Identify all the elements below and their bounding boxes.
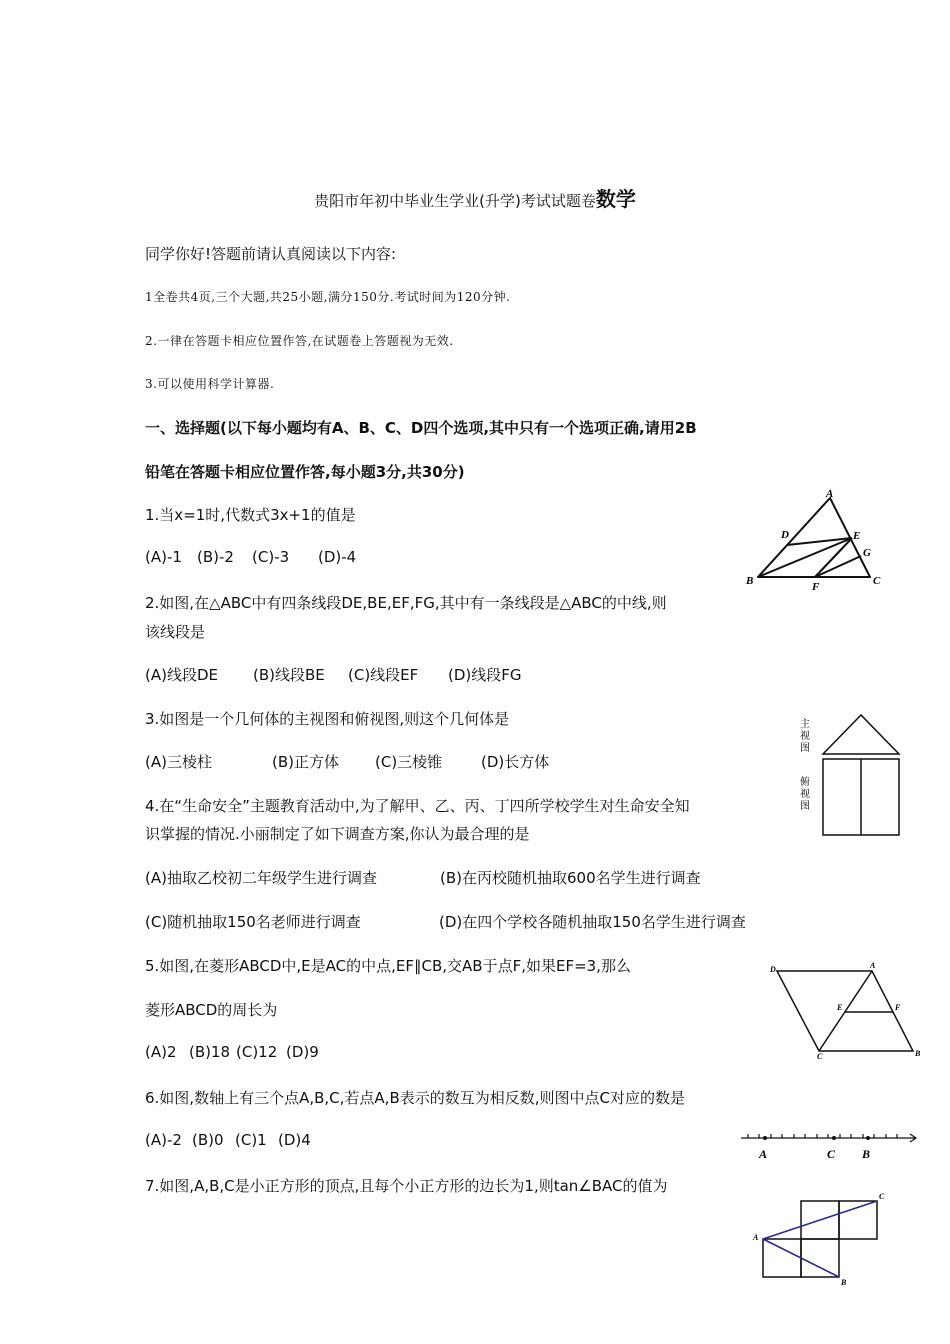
note-1: 1全卷共4页,三个大题,共25小题,满分150分.考试时间为120分钟.: [145, 290, 511, 304]
label-a: A: [870, 961, 876, 970]
question-2-stem-line1: 2.如图,在△ABC中有四条线段DE,BE,EF,FG,其中有一条线段是△ABC的中线,则: [145, 594, 667, 612]
question-1-option-a: (A)-1: [145, 548, 182, 566]
question-5-option-b: (B)18: [189, 1043, 231, 1061]
label-a: A: [753, 1233, 759, 1242]
label-a: A: [759, 1147, 768, 1161]
question-5-option-d: (D)9: [286, 1043, 319, 1061]
front-view-triangle: [823, 715, 899, 754]
label-a: A: [826, 488, 834, 500]
label-b: B: [841, 1278, 847, 1287]
question-4-stem-line2: 识掌握的情况.小丽制定了如下调查方案,你认为最合理的是: [145, 825, 530, 843]
label-b: B: [915, 1049, 921, 1058]
question-4-option-b: (B)在丙校随机抽取600名学生进行调查: [440, 869, 701, 887]
question-3-option-d: (D)长方体: [481, 753, 550, 771]
question-3-stem: 3.如图是一个几何体的主视图和俯视图,则这个几何体是: [145, 710, 510, 728]
question-6-option-b: (B)0: [192, 1131, 224, 1149]
label-e: E: [853, 530, 861, 542]
figure-q5-rhombus: [765, 958, 925, 1063]
page-title: 贵阳市年初中毕业生学业(升学)考试试题卷数学: [314, 187, 636, 211]
question-1-option-d: (D)-4: [318, 548, 357, 566]
note-2: 2.一律在答题卡相应位置作答,在试题卷上答题视为无效.: [145, 334, 454, 348]
question-6-option-d: (D)4: [278, 1131, 311, 1149]
top-label-3: 图: [800, 801, 810, 812]
segment-fg: [815, 556, 861, 577]
question-2-option-a: (A)线段DE: [145, 666, 218, 684]
section-heading-line2: 铅笔在答题卡相应位置作答,每小题3分,共30分): [145, 463, 465, 481]
label-d: D: [770, 965, 776, 974]
question-3-option-b: (B)正方体: [272, 753, 339, 771]
figure-q3-views: [795, 710, 905, 840]
question-4-option-c: (C)随机抽取150名老师进行调查: [145, 913, 361, 931]
label-d: D: [781, 529, 789, 541]
label-f: F: [895, 1003, 901, 1012]
point-b: [866, 1136, 870, 1140]
question-2-option-b: (B)线段BE: [253, 666, 325, 684]
top-label-1: 俯: [800, 777, 810, 788]
figure-q6-number-line: [738, 1128, 923, 1164]
question-4-option-d: (D)在四个学校各随机抽取150名学生进行调查: [439, 913, 746, 931]
question-2-stem-line2: 该线段是: [145, 623, 206, 641]
question-4-option-a: (A)抽取乙校初二年级学生进行调查: [145, 869, 377, 887]
label-c: C: [879, 1192, 885, 1201]
label-c: C: [873, 575, 881, 587]
question-6-option-c: (C)1: [235, 1131, 267, 1149]
label-c: C: [827, 1147, 836, 1161]
segment-ef: [815, 538, 852, 577]
diagonal-ac: [819, 971, 872, 1051]
front-label-1: 主: [800, 719, 810, 730]
label-c: C: [817, 1052, 823, 1061]
point-c: [832, 1136, 836, 1140]
question-3-option-c: (C)三棱锥: [375, 753, 443, 771]
label-b: B: [862, 1147, 871, 1161]
question-4-stem-line1: 4.在“生命安全”主题教育活动中,为了解甲、乙、丙、丁四所学校学生对生命安全知: [145, 797, 690, 815]
question-5-stem-line1: 5.如图,在菱形ABCD中,E是AC的中点,EF∥CB,交AB于点F,如果EF=3,那么: [145, 957, 631, 975]
figure-q2-triangle: [740, 486, 890, 596]
label-f: F: [812, 581, 820, 593]
front-label-2: 视: [800, 731, 810, 742]
subject-title: 数学: [595, 187, 636, 211]
question-1-option-c: (C)-3: [252, 548, 290, 566]
label-e: E: [837, 1003, 843, 1012]
question-3-option-a: (A)三棱柱: [145, 753, 212, 771]
figure-q7-grid: [750, 1188, 900, 1288]
point-a: [763, 1136, 767, 1140]
question-2-option-d: (D)线段FG: [448, 666, 522, 684]
question-7-stem: 7.如图,A,B,C是小正方形的顶点,且每个小正方形的边长为1,则tan∠BAC的值为: [145, 1177, 668, 1195]
question-1-stem: 1.当x=1时,代数式3x+1的值是: [145, 506, 356, 524]
note-3: 3.可以使用科学计算器.: [145, 377, 275, 391]
question-6-stem: 6.如图,数轴上有三个点A,B,C,若点A,B表示的数互为相反数,则图中点C对应的数是: [145, 1089, 685, 1107]
label-g: G: [863, 547, 871, 559]
question-5-option-c: (C)12: [236, 1043, 278, 1061]
question-1-option-b: (B)-2: [197, 548, 234, 566]
question-5-stem-line2: 菱形ABCD的周长为: [145, 1001, 278, 1019]
question-5-option-a: (A)2: [145, 1043, 177, 1061]
section-heading-line1: 一、选择题(以下每小题均有A、B、C、D四个选项,其中只有一个选项正确,请用2B: [145, 419, 697, 437]
top-label-2: 视: [800, 789, 810, 800]
question-6-option-a: (A)-2: [145, 1131, 182, 1149]
question-2-option-c: (C)线段EF: [348, 666, 419, 684]
front-label-3: 图: [800, 743, 810, 754]
intro-text: 同学你好!答题前请认真阅读以下内容:: [145, 245, 397, 263]
label-b: B: [746, 575, 754, 587]
